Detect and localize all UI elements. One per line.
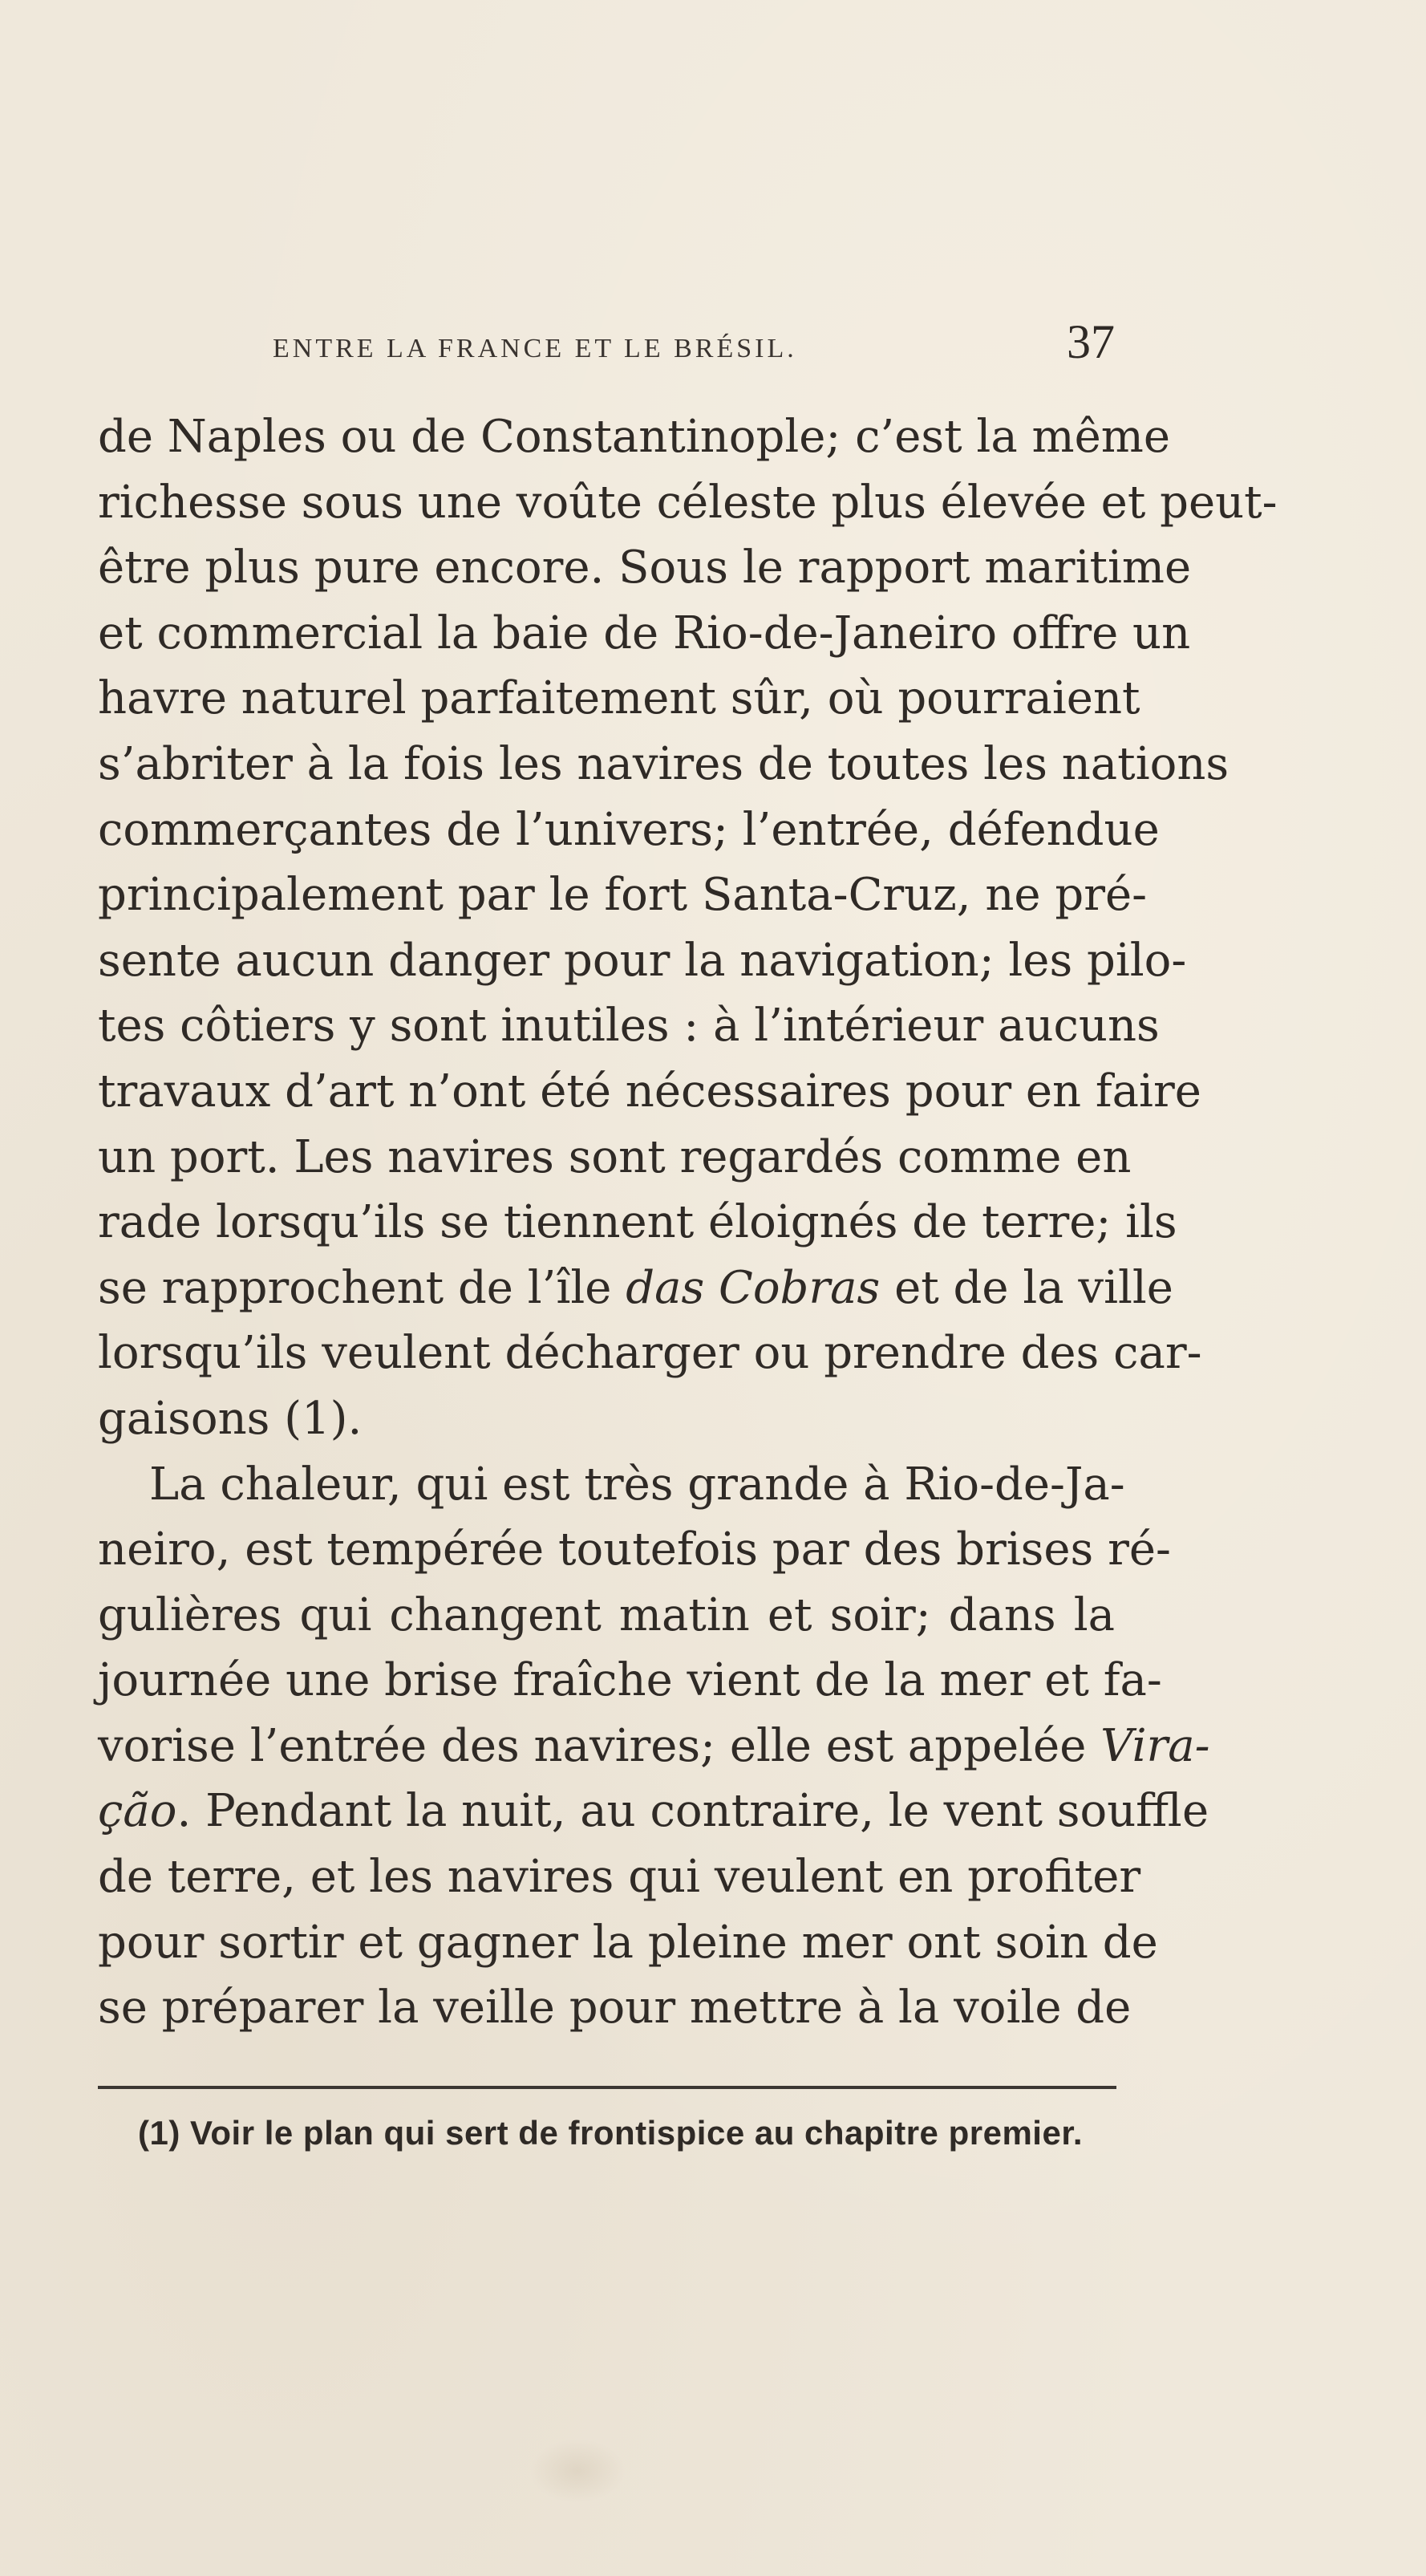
text-line bbox=[98, 1714, 1210, 1779]
text-line: travaux d’art n’ont été nécessaires pour en faire bbox=[98, 1065, 1201, 1118]
text-segment: . Pendant la nuit, au contraire, le vent souffle bbox=[176, 1785, 1209, 1838]
text-line: s’abriter à la fois les navires de toutes les nations bbox=[98, 737, 1230, 790]
italic-term: Vira- bbox=[1100, 1719, 1210, 1772]
text-line: pour sortir et gagner la pleine mer ont soin de bbox=[98, 1916, 1158, 1969]
running-head bbox=[98, 314, 1115, 395]
italic-place-name: das Cobras bbox=[626, 1261, 881, 1314]
footnote-rule bbox=[98, 2086, 1116, 2089]
footnote: (1) Voir le plan qui sert de frontispice au chapitre premier. bbox=[138, 2114, 1084, 2152]
body-text bbox=[98, 404, 1278, 2041]
paper-stain bbox=[529, 2439, 626, 2503]
text-line: neiro, est tempérée toutefois par des brises ré- bbox=[98, 1523, 1171, 1576]
italic-term: ção bbox=[98, 1785, 177, 1838]
text-line: lorsqu’ils veulent décharger ou prendre des car- bbox=[98, 1327, 1202, 1380]
text-line: commerçantes de l’univers; l’entrée, défendue bbox=[98, 803, 1160, 856]
text-line: principalement par le fort Santa-Cruz, ne pré- bbox=[98, 869, 1148, 922]
text-line bbox=[98, 1779, 1209, 1844]
text-line: et commercial la baie de Rio-de-Janeiro offre un bbox=[98, 606, 1191, 659]
text-line: rade lorsqu’ils se tiennent éloignés de terre; ils bbox=[98, 1196, 1177, 1249]
paragraph-start-line: La chaleur, qui est très grande à Rio-de-Ja- bbox=[149, 1458, 1125, 1511]
text-line: richesse sous une voûte céleste plus élevée et peut- bbox=[98, 476, 1278, 529]
text-segment: vorise l’entrée des navires; elle est appelée bbox=[98, 1719, 1101, 1772]
text-line: tes côtiers y sont inutiles : à l’intérieur aucuns bbox=[98, 1000, 1160, 1053]
text-line bbox=[98, 1256, 1173, 1321]
running-title: ENTRE LA FRANCE ET LE BRÉSIL. bbox=[273, 334, 797, 363]
text-line: gaisons (1). bbox=[98, 1392, 363, 1445]
text-line: de terre, et les navires qui veulent en profiter bbox=[98, 1851, 1141, 1904]
page-number: 37 bbox=[1067, 315, 1115, 368]
text-line: havre naturel parfaitement sûr, où pourraient bbox=[98, 672, 1140, 725]
text-line: gulières qui changent matin et soir; dans la bbox=[98, 1588, 1115, 1641]
text-segment: et de la ville bbox=[880, 1261, 1173, 1314]
text-line: un port. Les navires sont regardés comme en bbox=[98, 1130, 1132, 1183]
text-line: de Naples ou de Constantinople; c’est la même bbox=[98, 411, 1170, 463]
text-segment: se rapprochent de l’île bbox=[98, 1261, 626, 1314]
text-line: être plus pure encore. Sous le rapport maritime bbox=[98, 542, 1192, 594]
text-line: sente aucun danger pour la navigation; les pilo- bbox=[98, 934, 1187, 987]
text-line: se préparer la veille pour mettre à la voile de bbox=[98, 1982, 1132, 2034]
text-line: journée une brise fraîche vient de la mer et fa- bbox=[98, 1654, 1162, 1707]
